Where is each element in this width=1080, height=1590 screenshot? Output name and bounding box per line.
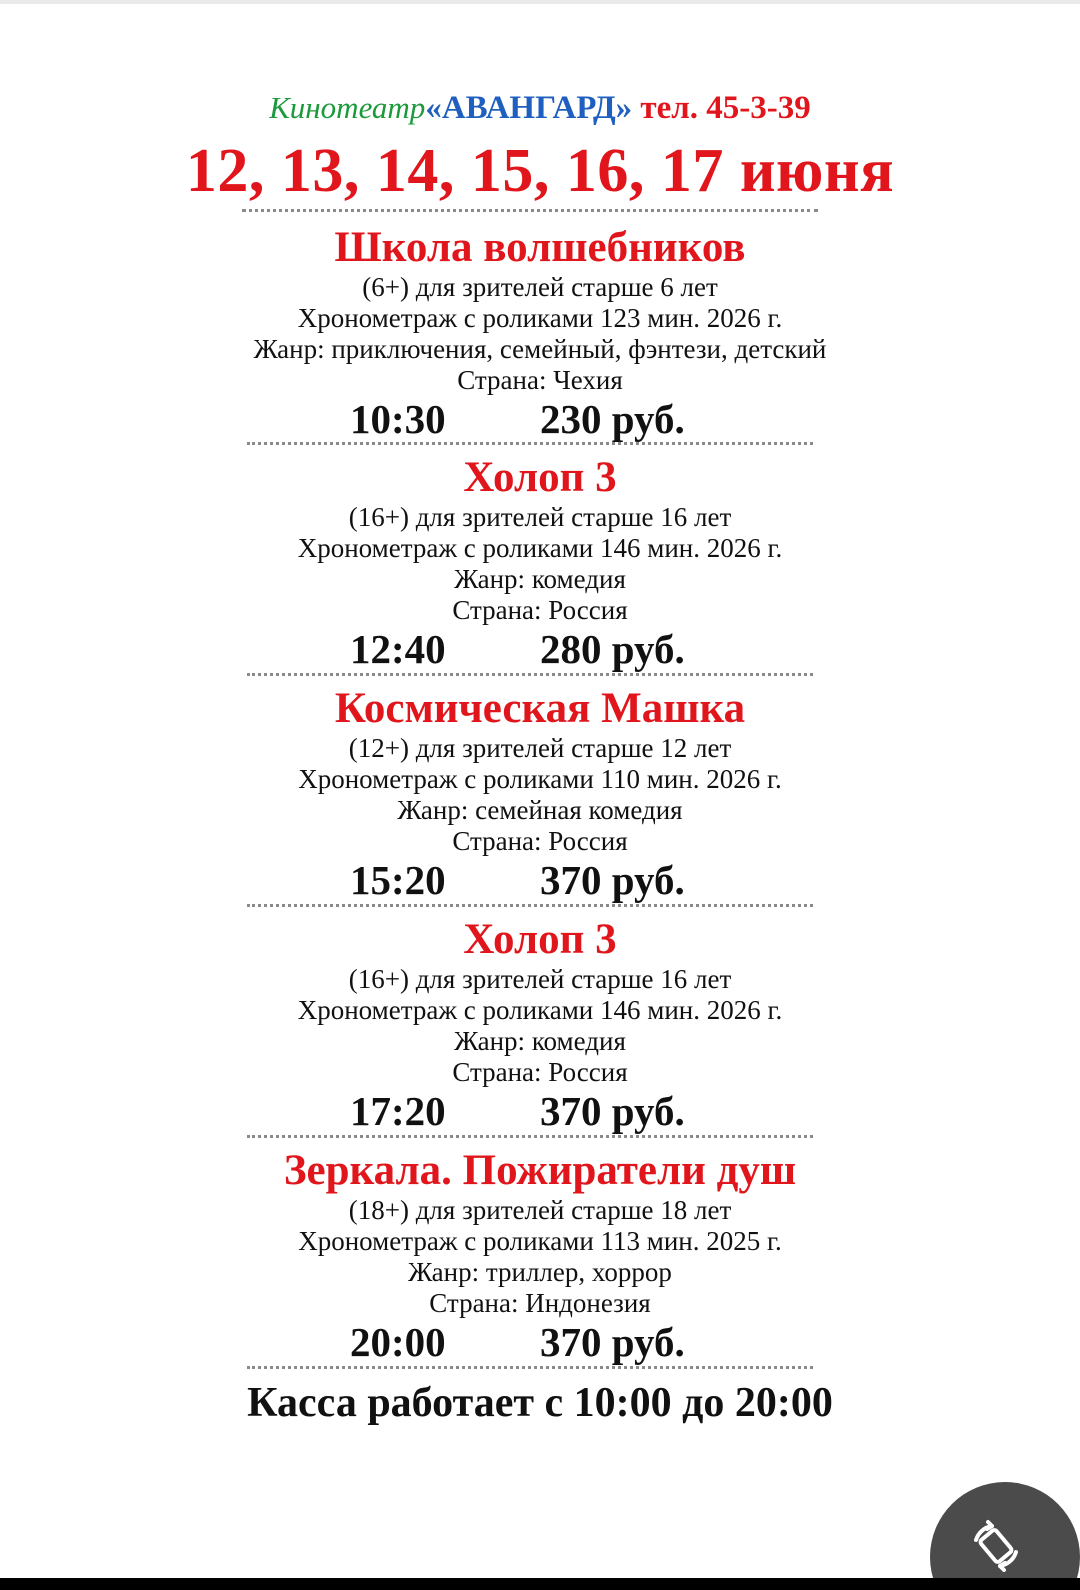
rotate-screen-icon[interactable] — [968, 1518, 1024, 1574]
system-nav-bar — [0, 1578, 1080, 1590]
film-showtime — [0, 396, 1080, 442]
film-showtime — [0, 626, 1080, 672]
film-duration: Хронометраж с роликами 123 мин. 2026 г. — [297, 303, 783, 333]
film-country: Страна: Чехия — [457, 365, 623, 395]
film-genre: Жанр: семейная комедия — [397, 795, 683, 825]
showtime: 20:00 — [350, 1319, 446, 1365]
film-showtime — [0, 1088, 1080, 1134]
divider — [247, 1366, 813, 1369]
ticket-price: 230 руб. — [540, 396, 685, 442]
film-card — [0, 1147, 1080, 1365]
divider-top — [242, 209, 818, 212]
film-genre: Жанр: комедия — [454, 1026, 626, 1056]
film-country: Страна: Россия — [452, 595, 628, 625]
ticket-price: 370 руб. — [540, 1319, 685, 1365]
cinema-name: «АВАНГАРД» — [425, 90, 633, 126]
divider — [247, 904, 813, 907]
film-age-rating: (16+) для зрителей старше 16 лет — [348, 964, 732, 994]
film-duration: Хронометраж с роликами 146 мин. 2026 г. — [297, 533, 783, 563]
divider — [247, 673, 813, 676]
film-card — [0, 454, 1080, 672]
film-age-rating: (16+) для зрителей старше 16 лет — [348, 502, 732, 532]
cashbox-hours: Касса работает с 10:00 до 20:00 — [247, 1380, 833, 1426]
film-age-rating: (18+) для зрителей старше 18 лет — [348, 1195, 732, 1225]
film-country: Страна: Индонезия — [429, 1288, 651, 1318]
showtime: 10:30 — [350, 396, 446, 442]
divider — [247, 1135, 813, 1138]
ticket-price: 280 руб. — [540, 626, 685, 672]
film-title: Школа волшебников — [334, 224, 746, 271]
cinema-label: Кинотеатр — [269, 90, 426, 125]
showtime: 15:20 — [350, 857, 446, 903]
film-duration: Хронометраж с роликами 110 мин. 2026 г. — [298, 764, 782, 794]
film-genre: Жанр: триллер, хоррор — [408, 1257, 672, 1287]
film-title: Холоп 3 — [463, 454, 617, 501]
film-title: Космическая Машка — [334, 685, 746, 732]
film-age-rating: (6+) для зрителей старше 6 лет — [362, 272, 718, 302]
film-genre: Жанр: приключения, семейный, фэнтези, детский — [253, 334, 827, 364]
film-country: Страна: Россия — [452, 826, 628, 856]
film-genre: Жанр: комедия — [454, 564, 626, 594]
film-showtime — [0, 857, 1080, 903]
ticket-price: 370 руб. — [540, 1088, 685, 1134]
schedule-dates: 12, 13, 14, 15, 16, 17 июня — [185, 137, 895, 205]
divider — [247, 442, 813, 445]
cinema-header — [0, 88, 1080, 128]
film-card — [0, 224, 1080, 442]
ticket-price: 370 руб. — [540, 857, 685, 903]
film-showtime — [0, 1319, 1080, 1365]
top-strip — [0, 0, 1080, 4]
film-card — [0, 685, 1080, 903]
showtime: 12:40 — [350, 626, 446, 672]
cinema-phone: тел. 45-3-39 — [640, 90, 811, 126]
film-duration: Хронометраж с роликами 113 мин. 2025 г. — [298, 1226, 782, 1256]
film-country: Страна: Россия — [452, 1057, 628, 1087]
showtime: 17:20 — [350, 1088, 446, 1134]
film-duration: Хронометраж с роликами 146 мин. 2026 г. — [297, 995, 783, 1025]
film-card — [0, 916, 1080, 1134]
film-title: Холоп 3 — [463, 916, 617, 963]
film-age-rating: (12+) для зрителей старше 12 лет — [348, 733, 732, 763]
film-title: Зеркала. Пожиратели душ — [283, 1147, 797, 1194]
